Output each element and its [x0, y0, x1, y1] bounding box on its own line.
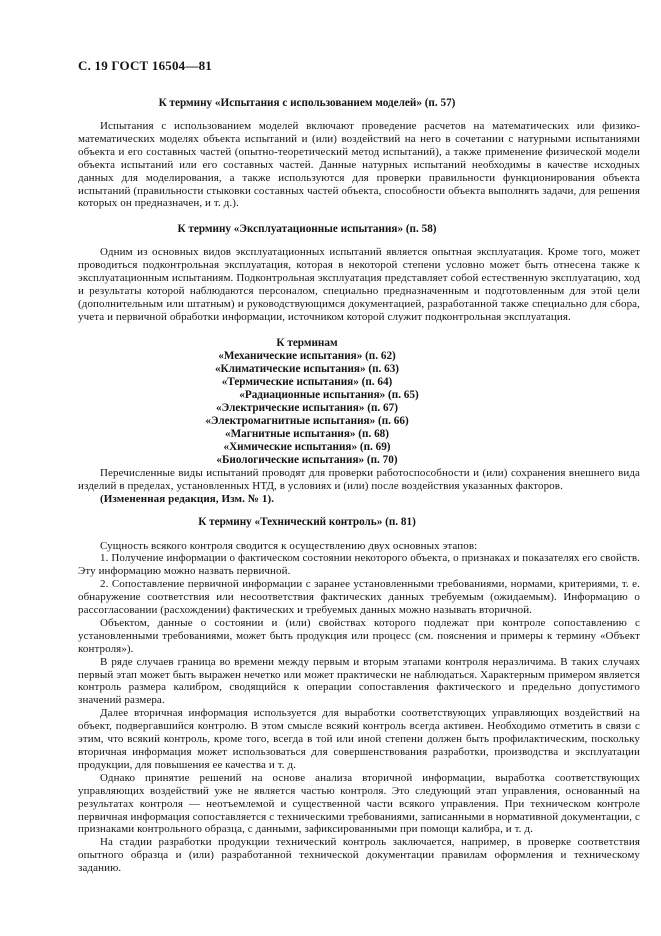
section-heading-terms: К терминам: [276, 336, 338, 349]
paragraph: Сущность всякого контроля сводится к осуществлению двух основных этапов:: [100, 539, 478, 552]
term-item: «Химические испытания» (п. 69): [223, 440, 391, 453]
section-heading-operational-tests: К термину «Эксплуатационные испытания» (п. 58): [177, 223, 437, 236]
paragraph: 1. Получение информации о фактическом состоянии некоторого объекта, о признаках и показателях его свойств. Эту информацию можно назвать первичной.: [78, 552, 640, 578]
paragraph: В ряде случаев граница во времени между первым и вторым этапами контроля неразличима. В таких случаях первый этап может быть выражен нечетко или может практически не наблюдаться. Характерным примером является контроль размера калибром, сводящийся к операции сопоставления фактического и предельно допустимого значений размера.: [78, 655, 640, 707]
paragraph: Объектом, данные о состоянии и (или) свойствах которого подлежат при контроле сопоставлению с установленными требованиями, может быть продукция или процесс (см. пояснения и примеры к термину «Объект контроля»).: [78, 616, 640, 655]
term-item: «Электрические испытания» (п. 67): [216, 401, 398, 414]
paragraph: Испытания с использованием моделей включают проведение расчетов на математических или физико-математических моделях объекта испытаний и (или) воздействий на него в сочетании с натурными испытаниями объекта и его составных частей (опытно-теоретический метод испытаний), а также применение физической модели объекта испытаний или его составных частей. Данные натурных испытаний необходимы в качестве исходных данных для моделирования, а также используются для проверки правильности функционирования объекта испытаний (правильности стыковки составных частей объекта, способности объекта выполнять задачи, для решения которых он предназначен, и т. д.).: [78, 120, 640, 210]
paragraph: На стадии разработки продукции технический контроль заключается, например, в проверке соответствия опытного образца и (или) разработанной технической документации правилам оформления и техническому заданию.: [78, 836, 640, 875]
paragraph: Перечисленные виды испытаний проводят для проверки работоспособности и (или) сохранения внешнего вида изделий в пределах, установленных НТД, в условиях и (или) после воздействия указанных факторов.: [78, 466, 640, 492]
page-header: С. 19 ГОСТ 16504—81: [78, 58, 212, 73]
term-item: «Электромагнитные испытания» (п. 66): [205, 414, 409, 427]
paragraph: Далее вторичная информация используется для выработки соответствующих управляющих воздействий на объект, подвергавшийся контролю. В этом смысле всякий контроль всегда активен. Необходимо отметить в связи с этим, что всякий контроль, кроме того, всегда в той или иной степени должен быть профилактическим, поскольку вторичная информация может использоваться для совершенствования разработки, производства и эксплуатации продукции, для повышения ее качества и т. д.: [78, 707, 640, 771]
paragraph: Одним из основных видов эксплуатационных испытаний является опытная эксплуатация. Кроме того, может проводиться подконтрольная эксплуатация, которая в некоторой степени условно может быть отнесена также к эксплуатационным испытаниям. Подконтрольная эксплуатация представляет собой естественную эксплуатацию, ход и результаты которой наблюдаются персоналом, специально предназначенным и подготовленным для этой цели (дополнительным или штатным) и руководствующимся документацией, разработанной также специально для сбора, учета и первичной обработки информации, источником которой служит подконтрольная эксплуатация.: [78, 246, 640, 323]
term-item: «Магнитные испытания» (п. 68): [225, 427, 389, 440]
paragraph: Однако принятие решений на основе анализа вторичной информации, выработка соответствующих управляющих воздействий уже не является частью контроля. Это следующий этап управления, основанный на результатах контроля — неотъемлемой и существенной части всякого управления. При техническом контроле первичная информация сопоставляется с техническими требованиями, записанными в нормативной документации, с признаками контрольного образца, с данными, зафиксированными при помощи калибра, и т. д.: [78, 771, 640, 836]
section-heading-models-tests: К термину «Испытания с использованием моделей» (п. 57): [158, 97, 456, 109]
term-item: «Радиационные испытания» (п. 65): [239, 388, 419, 401]
term-item: «Термические испытания» (п. 64): [221, 375, 393, 388]
term-item: «Биологические испытания» (п. 70): [216, 453, 398, 466]
term-item: «Климатические испытания» (п. 63): [214, 362, 400, 375]
term-item: «Механические испытания» (п. 62): [218, 349, 396, 362]
terms-list: [78, 350, 536, 467]
paragraph: 2. Сопоставление первичной информации с заранее установленными требованиями, нормами, критериями, т. е. обнаружение соответствия или несоответствия фактических данных требуемым (ожидаемым). Информацию о рассогласовании (расхождении) фактических и требуемых данных можно называть вторичной.: [78, 578, 640, 617]
revision-note: (Измененная редакция, Изм. № 1).: [100, 492, 275, 505]
section-heading-technical-control: К термину «Технический контроль» (п. 81): [198, 515, 416, 528]
